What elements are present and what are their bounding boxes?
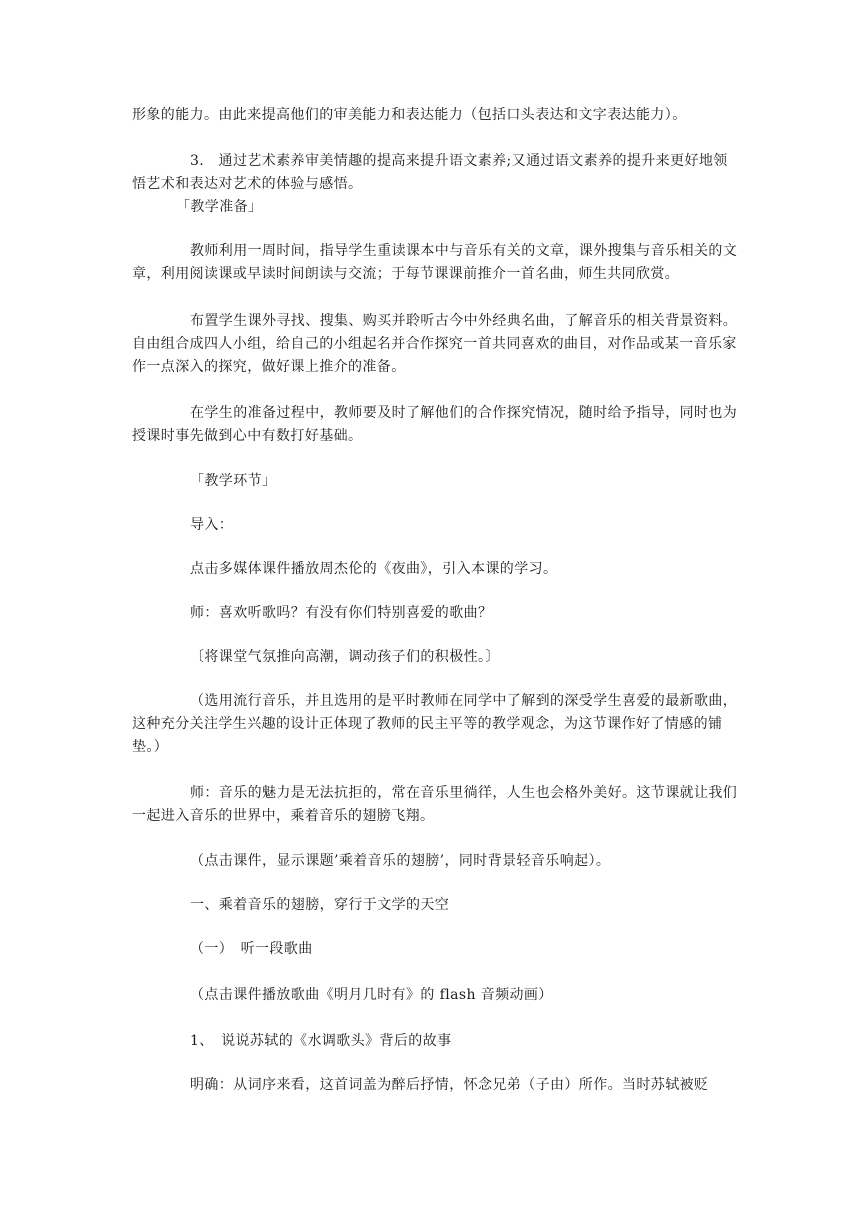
list-item-1: 1、 说说苏轼的《水调歌头》背后的故事 xyxy=(190,1033,452,1049)
paragraph-note-1: 〔将课堂气氛推向高潮，调动孩子们的积极性。〕 xyxy=(190,649,500,665)
paragraph-teacher-question: 师：喜欢听歌吗？有没有你们特别喜爱的歌曲？ xyxy=(190,605,493,621)
paragraph-teacher-talk: 师：音乐的魅力是无法抗拒的，常在音乐里徜徉，人生也会格外美好。这节课就让我们一起进入音乐的世界中，乘着音乐的翅膀飞翔。 xyxy=(132,785,738,824)
paragraph-continuation: 形象的能力。由此来提高他们的审美能力和表达能力（包括口头表达和文字表达能力）。 xyxy=(132,107,687,123)
paragraph-intro-action: 点击多媒体课件播放周杰伦的《夜曲》，引入本课的学习。 xyxy=(190,561,558,577)
paragraph-preparation-1: 教师利用一周时间，指导学生重读课本中与音乐有关的文章，课外搜集与音乐相关的文章，利用阅读课或早读时间朗读与交流；于每节课课前推介一首名曲，师生共同欣赏。 xyxy=(132,243,738,282)
heading-teaching-preparation: 「教学准备」 xyxy=(176,199,263,215)
section-1-heading: 一、乘着音乐的翅膀，穿行于文学的天空 xyxy=(190,897,450,913)
subsection-1-heading: （一） 听一段歌曲 xyxy=(190,941,313,957)
heading-teaching-steps: 「教学环节」 xyxy=(190,473,277,489)
paragraph-note-2: （选用流行音乐，并且选用的是平时教师在同学中了解到的深受学生喜爱的最新歌曲，这种充分关注学生兴趣的设计正体现了教师的民主平等的教学观念，为这节课作好了情感的铺垫。） xyxy=(132,693,738,755)
paragraph-preparation-2: 布置学生课外寻找、搜集、购买并聆听古今中外经典名曲，了解音乐的相关背景资料。自由组合成四人小组，给自己的小组起名并合作探究一首共同喜欢的曲目，对作品或某一音乐家作一点深入的探究，做好课上推介的准备。 xyxy=(132,313,738,375)
paragraph-clarify: 明确：从词序来看，这首词盖为醉后抒情，怀念兄弟（子由）所作。当时苏轼被贬 xyxy=(190,1077,709,1093)
paragraph-preparation-3: 在学生的准备过程中，教师要及时了解他们的合作探究情况，随时给予指导，同时也为授课时事先做到心中有数打好基础。 xyxy=(132,405,738,444)
paragraph-intro-label: 导入： xyxy=(190,517,234,533)
paragraph-click-song: （点击课件播放歌曲《明月几时有》的 flash 音频动画） xyxy=(190,987,553,1003)
paragraph-click-title: （点击课件，显示课题’乘着音乐的翅膀’，同时背景轻音乐响起）。 xyxy=(190,853,611,869)
paragraph-item-3: 3. 通过艺术素养审美情趣的提高来提升语文素养;又通过语文素养的提升来更好地领悟艺术和表达对艺术的体验与感悟。 xyxy=(132,153,728,192)
